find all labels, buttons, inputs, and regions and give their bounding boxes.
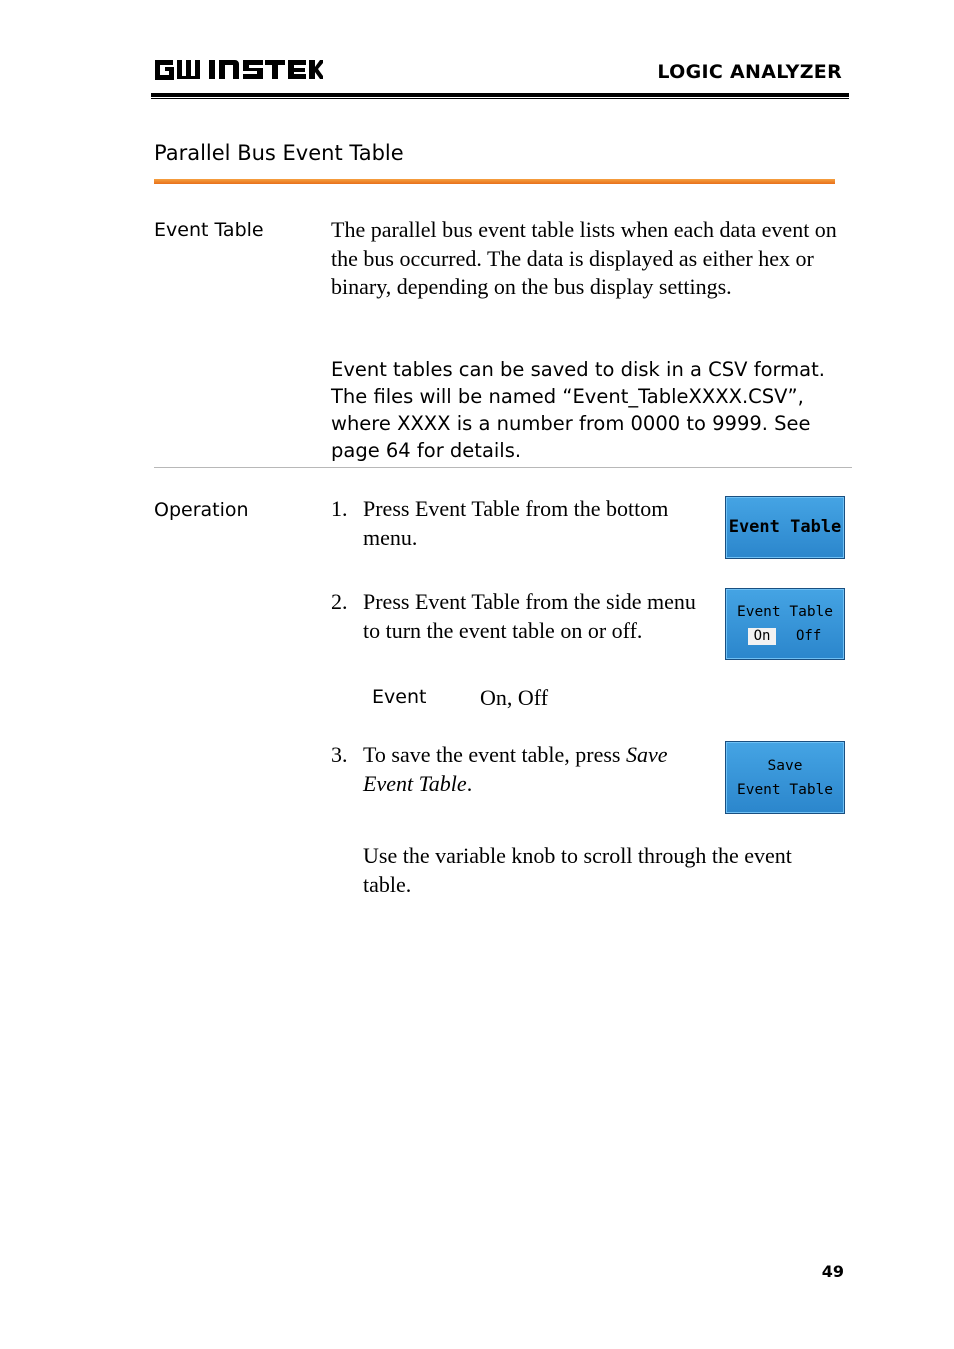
page-number: 49 xyxy=(821,1262,844,1281)
option-label: Event xyxy=(372,686,427,708)
toggle-on-option: On xyxy=(748,628,776,645)
header-section-title: LOGIC ANALYZER xyxy=(657,61,842,83)
save-button-line2: Event Table xyxy=(736,782,834,798)
event-table-toggle-label: Event Table xyxy=(736,604,834,620)
save-event-table-emphasis: Save Event Table xyxy=(363,742,668,796)
event-table-toggle-button[interactable] xyxy=(725,588,845,660)
section-divider xyxy=(154,467,852,468)
step-text: Press Event Table from the side menu to turn the event table on or off. xyxy=(363,589,696,643)
operation-label: Operation xyxy=(154,499,249,521)
step-number: 1. xyxy=(331,496,348,521)
gw-instek-logo xyxy=(153,56,323,83)
step-number: 2. xyxy=(331,589,348,614)
step-number: 3. xyxy=(331,742,348,767)
event-table-description: The parallel bus event table lists when each data event on the bus occurred. The data is displayed as either hex or binary, depending on the bus display settings. xyxy=(331,217,837,299)
header-rule-thin xyxy=(151,98,849,99)
step-text: To save the event table, press Save Event Table. xyxy=(363,742,668,796)
save-button-line1: Save xyxy=(767,758,803,774)
header-rule xyxy=(151,93,849,97)
save-event-table-button[interactable] xyxy=(725,741,845,814)
title-underline xyxy=(154,179,835,184)
event-table-save-note: Event tables can be saved to disk in a CSV format. The files will be named “Event_TableXXXX.CSV”, where XXXX is a number from 0000 to 9999. See page 64 for details. xyxy=(331,358,825,462)
step-text: Press Event Table from the bottom menu. xyxy=(363,496,669,550)
event-table-label: Event Table xyxy=(154,219,264,241)
page-title: Parallel Bus Event Table xyxy=(154,141,404,165)
event-table-button-label: Event Table xyxy=(728,517,842,537)
option-value: On, Off xyxy=(480,685,549,710)
toggle-off-option: Off xyxy=(796,628,822,644)
event-table-button[interactable] xyxy=(725,496,845,559)
scroll-note: Use the variable knob to scroll through the event table. xyxy=(363,843,792,897)
